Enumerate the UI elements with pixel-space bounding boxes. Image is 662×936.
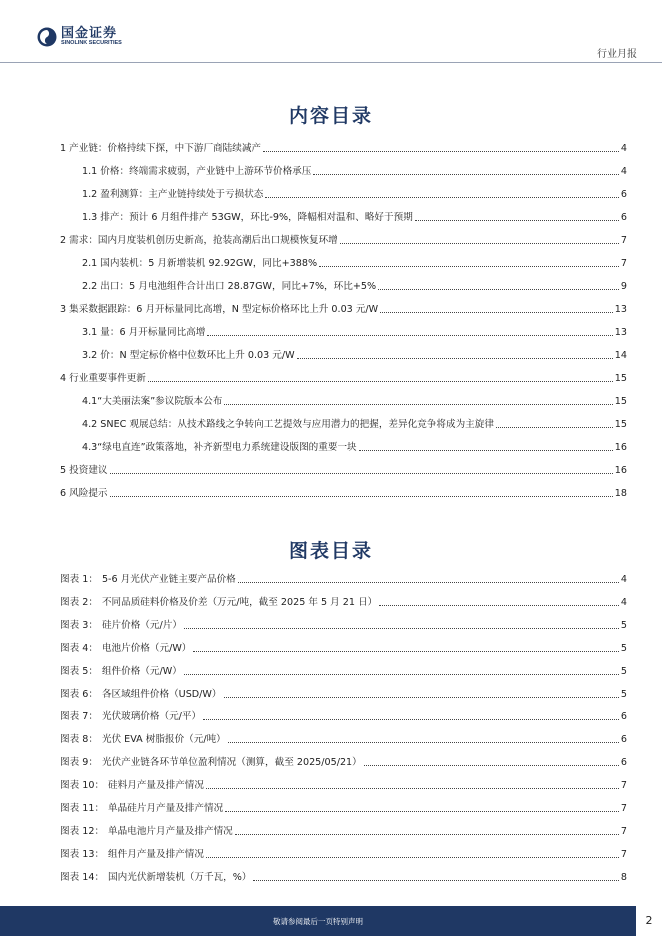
toc-entry[interactable] (60, 298, 627, 316)
toc-entry[interactable] (82, 206, 627, 224)
figure-entry-text: 光伏 EVA 树脂报价（元/吨） (101, 734, 226, 746)
figure-entry-page: 4 (620, 574, 627, 585)
dot-leader (224, 697, 619, 698)
figure-entry[interactable] (60, 820, 627, 838)
dot-leader (359, 450, 613, 451)
figure-entry-title (60, 779, 204, 792)
figure-entry-title (60, 756, 362, 769)
figure-entry-page: 7 (620, 825, 627, 837)
dot-leader (207, 335, 612, 336)
figure-entry-page: 7 (620, 848, 627, 860)
dot-leader (313, 174, 619, 175)
toc-entry-text: 4.3“绿电直连”政策落地，补齐新型电力系统建设版图的重要一块 (82, 442, 357, 453)
toc-entry-title (82, 418, 494, 431)
toc-entry-title (60, 303, 378, 316)
figure-entry-text: 5-6 月光伏产业链主要产品价格 (101, 574, 236, 585)
dot-leader (319, 266, 619, 267)
figure-entry[interactable] (60, 843, 627, 861)
figure-entry-title (60, 871, 251, 884)
figure-entry-label: 图表 10： (60, 780, 105, 792)
figure-entry-page: 6 (620, 734, 627, 746)
toc-entry-title (60, 142, 261, 155)
figure-entry-title (60, 665, 182, 678)
toc-entry-page: 13 (614, 327, 627, 338)
figure-entry-title (60, 688, 222, 701)
report-type-label: 行业月报 (597, 49, 637, 60)
figure-entry[interactable] (60, 774, 627, 792)
figure-entry[interactable] (60, 591, 627, 609)
logo-mark-icon (37, 27, 57, 47)
figure-entry-label: 图表 8： (60, 734, 98, 746)
figure-entry-page: 6 (620, 757, 627, 769)
figure-entry-title (60, 596, 377, 609)
figure-entry-title (60, 825, 233, 838)
toc-title: 内容目录 (288, 105, 373, 127)
figure-entry[interactable] (60, 797, 627, 815)
figure-entry-page: 5 (620, 665, 627, 677)
footer-disclaimer: 敬请参阅最后一页特别声明 (273, 917, 363, 926)
toc-entry-text: 4 行业重要事件更新 (60, 373, 146, 384)
toc-entry[interactable] (82, 183, 627, 201)
toc-entry[interactable] (82, 252, 627, 270)
toc-entry-title (60, 487, 108, 500)
figure-entry-label: 图表 1： (60, 574, 98, 585)
toc-entry[interactable] (82, 390, 627, 408)
figure-entry-label: 图表 9： (60, 757, 98, 769)
dot-leader (297, 358, 613, 359)
toc-entry-page: 15 (614, 396, 627, 407)
figure-entry-text: 组件月产量及排产情况 (108, 848, 204, 860)
toc-entry[interactable] (82, 321, 627, 339)
figure-entry-title (60, 573, 236, 586)
figure-entry-label: 图表 3： (60, 619, 98, 631)
toc-entry-title (82, 326, 205, 339)
toc-entry-text: 2.1 国内装机：5 月新增装机 92.92GW，同比+388% (82, 258, 318, 269)
figure-entry-title (60, 802, 223, 815)
toc-entry[interactable] (60, 137, 627, 155)
figure-entry-page: 5 (620, 642, 627, 654)
figure-entry[interactable] (60, 683, 627, 701)
logo-english-name: SINOLINK SECURITIES (61, 40, 122, 46)
dot-leader (206, 788, 619, 789)
figure-entry-label: 图表 6： (60, 688, 98, 700)
toc-entry-title (82, 211, 413, 224)
figure-entry[interactable] (60, 751, 627, 769)
toc-entry[interactable] (60, 229, 627, 247)
figure-entry-title (60, 710, 201, 723)
dot-leader (263, 151, 619, 152)
header-divider (0, 62, 662, 63)
toc-entry-page: 16 (614, 465, 627, 476)
toc-entry-page: 9 (620, 281, 627, 292)
figure-entry-label: 图表 12： (60, 825, 105, 837)
toc-entry-text: 3 集采数据跟踪：6 月开标量同比高增，N 型定标价格环比上升 0.03 元/W (60, 304, 379, 315)
toc-entry-text: 3.2 价：N 型定标价格中位数环比上升 0.03 元/W (82, 350, 295, 361)
toc-entry[interactable] (60, 367, 627, 385)
figure-entry-label: 图表 11： (60, 803, 105, 814)
figure-entry-page: 4 (620, 596, 627, 608)
figure-entry-label: 图表 2： (60, 596, 98, 608)
figure-entry-text: 单晶电池片月产量及排产情况 (108, 825, 233, 837)
toc-entry-title (82, 188, 263, 201)
figure-entry-text: 组件价格（元/W） (101, 665, 182, 677)
company-logo (37, 27, 122, 47)
dot-leader (148, 381, 613, 382)
toc-entry[interactable] (82, 160, 627, 178)
figure-entry-text: 国内光伏新增装机（万千瓦，%） (108, 871, 252, 883)
toc-entry[interactable] (82, 413, 627, 431)
toc-entry-title (60, 234, 338, 247)
toc-entry-title (82, 349, 295, 362)
toc-entry[interactable] (82, 436, 627, 454)
toc-entry-page: 4 (620, 143, 627, 154)
figure-entry-text: 硅片价格（元/片） (101, 619, 182, 631)
figure-entry-text: 单晶硅片月产量及排产情况 (108, 803, 224, 814)
figure-entry[interactable] (60, 866, 627, 884)
dot-leader (206, 857, 619, 858)
dot-leader (110, 496, 613, 497)
figure-entry-label: 图表 4： (60, 642, 98, 654)
figure-entry-page: 8 (620, 871, 627, 883)
dot-leader (378, 289, 619, 290)
figure-entry-label: 图表 14： (60, 871, 105, 883)
figure-entry[interactable] (60, 728, 627, 746)
figure-entry-text: 光伏玻璃价格（元/平） (101, 711, 202, 723)
figure-entry-text: 电池片价格（元/W） (101, 642, 192, 654)
toc-entry-text: 6 风险提示 (60, 488, 108, 499)
toc-entry-text: 1.3 排产：预计 6 月组件排产 53GW，环比-9%，降幅相对温和、略好于预期 (82, 212, 413, 223)
dot-leader (238, 582, 619, 583)
toc-entry-title (60, 372, 146, 385)
dot-leader (235, 834, 619, 835)
dot-leader (184, 628, 619, 629)
dot-leader (380, 312, 613, 313)
toc-entry-text: 4.1“大美丽法案”参议院版本公布 (82, 396, 223, 407)
figure-entry-label: 图表 13： (60, 848, 105, 860)
toc-entry-text: 2.2 出口：5 月电池组件合计出口 28.87GW，同比+7%，环比+5% (82, 281, 377, 292)
toc-entry-title (82, 257, 317, 270)
toc-entry[interactable] (60, 482, 627, 500)
toc-entry-title (60, 464, 108, 477)
figure-entry-page: 7 (620, 803, 627, 814)
toc-entry-text: 1.1 价格：终端需求疲弱，产业链中上游环节价格承压 (82, 166, 312, 177)
toc-entry-text: 1 产业链：价格持续下探，中下游厂商陆续减产 (60, 143, 262, 154)
toc-entry-page: 14 (614, 350, 627, 361)
toc-entry-page: 16 (614, 442, 627, 453)
figure-entry[interactable] (60, 568, 627, 586)
toc-entry-text: 3.1 量：6 月开标量同比高增 (82, 327, 206, 338)
figure-entry-page: 5 (620, 688, 627, 700)
figure-entry-label: 图表 5： (60, 665, 98, 677)
figure-entry-title (60, 619, 182, 632)
dot-leader (193, 651, 618, 652)
figure-entry-label: 图表 7： (60, 711, 98, 723)
toc-entry-text: 4.2 SNEC 观展总结：从技术路线之争转向工艺提效与应用潜力的把握，差异化竞争将成为主旋律 (82, 419, 494, 430)
toc-entry-page: 18 (614, 488, 627, 499)
dot-leader (224, 404, 612, 405)
figure-entry-title (60, 642, 191, 655)
toc-entry-text: 5 投资建议 (60, 465, 108, 476)
toc-entry-page: 15 (614, 373, 627, 384)
figure-entry-text: 硅料月产量及排产情况 (108, 780, 204, 792)
toc-entry-page: 6 (620, 212, 627, 223)
dot-leader (110, 473, 613, 474)
dot-leader (364, 765, 619, 766)
figure-entry-text: 光伏产业链各环节单位盈利情况（测算，截至 2025/05/21） (101, 757, 362, 769)
dot-leader (184, 674, 619, 675)
page-header (0, 0, 662, 62)
toc-entry-title (82, 395, 222, 408)
dot-leader (379, 605, 619, 606)
dot-leader (496, 427, 613, 428)
figure-entry-title (60, 733, 226, 746)
dot-leader (415, 220, 619, 221)
dot-leader (203, 719, 619, 720)
dot-leader (225, 811, 619, 812)
toc-entry-page: 7 (620, 258, 627, 269)
toc-entry-page: 4 (620, 166, 627, 177)
toc-entry-title (82, 441, 357, 454)
dot-leader (265, 197, 618, 198)
figure-entry-text: 不同品质硅料价格及价差（万元/吨，截至 2025 年 5 月 21 日） (101, 596, 378, 608)
page-footer (0, 906, 636, 936)
toc-entry-page: 15 (614, 419, 627, 430)
figure-entry-page: 5 (620, 619, 627, 631)
figure-entry[interactable] (60, 705, 627, 723)
page-number: 2 (645, 914, 653, 927)
toc-entry-text: 1.2 盈利测算：主产业链持续处于亏损状态 (82, 189, 264, 200)
figure-entry[interactable] (60, 614, 627, 632)
figure-entry[interactable] (60, 660, 627, 678)
figure-entry-page: 7 (620, 780, 627, 792)
toc-entry[interactable] (82, 344, 627, 362)
toc-entry-page: 7 (620, 235, 627, 246)
toc-entry-title (82, 280, 376, 293)
toc-entry-page: 6 (620, 189, 627, 200)
toc-entry[interactable] (82, 275, 627, 293)
toc-entry-text: 2 需求：国内月度装机创历史新高，抢装高潮后出口规模恢复环增 (60, 235, 338, 246)
dot-leader (253, 880, 618, 881)
logo-chinese-name: 国金证券 (61, 26, 118, 41)
toc-entry-page: 13 (614, 304, 627, 315)
figure-entry-title (60, 848, 204, 861)
figures-title: 图表目录 (288, 540, 373, 562)
dot-leader (340, 243, 619, 244)
figure-entry-text: 各区域组件价格（USD/W） (101, 688, 222, 700)
toc-entry-title (82, 165, 311, 178)
figure-entry[interactable] (60, 637, 627, 655)
toc-entry[interactable] (60, 459, 627, 477)
dot-leader (228, 742, 619, 743)
figure-entry-page: 6 (620, 711, 627, 723)
